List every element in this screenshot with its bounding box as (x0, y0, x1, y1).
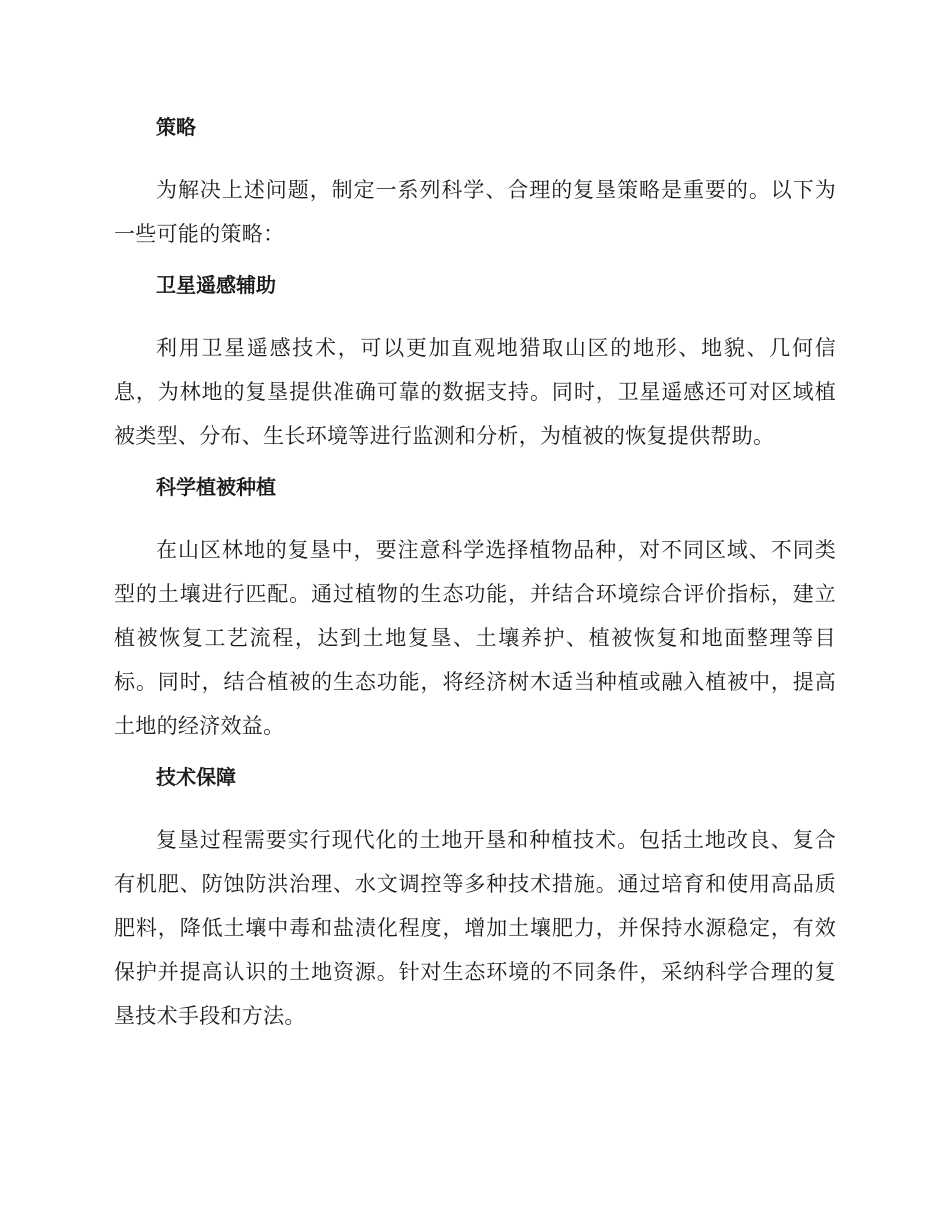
section-heading-remote-sensing: 卫星遥感辅助 (156, 273, 276, 297)
section-heading-technical-support: 技术保障 (156, 765, 236, 789)
section-body-vegetation-planting: 在山区林地的复垦中，要注意科学选择植物品种，对不同区域、不同类型的土壤进行匹配。通过植物的生态功能，并结合环境综合评价指标，建立植被恢复工艺流程，达到土地复垦、土壤养护、植被恢复和地面整理等目标。同时，结合植被的生态功能，将经济树木适当种植或融入植被中，提高土地的经济效益。 (114, 538, 836, 738)
section-heading-strategy: 策略 (156, 115, 196, 139)
section-body-remote-sensing: 利用卫星遥感技术，可以更加直观地猎取山区的地形、地貌、几何信息，为林地的复垦提供准确可靠的数据支持。同时，卫星遥感还可对区域植被类型、分布、生长环境等进行监测和分析，为植被的恢复提供帮助。 (114, 336, 836, 448)
section-heading-vegetation-planting: 科学植被种植 (156, 475, 276, 499)
section-body-technical-support: 复垦过程需要实行现代化的土地开垦和种植技术。包括土地改良、复合有机肥、防蚀防洪治理、水文调控等多种技术措施。通过培育和使用高品质肥料，降低土壤中毒和盐渍化程度，增加土壤肥力，并保持水源稳定，有效保护并提高认识的土地资源。针对生态环境的不同条件，采纳科学合理的复垦技术手段和方法。 (114, 828, 836, 1028)
section-body-strategy: 为解决上述问题，制定一系列科学、合理的复垦策略是重要的。以下为一些可能的策略： (114, 178, 836, 246)
